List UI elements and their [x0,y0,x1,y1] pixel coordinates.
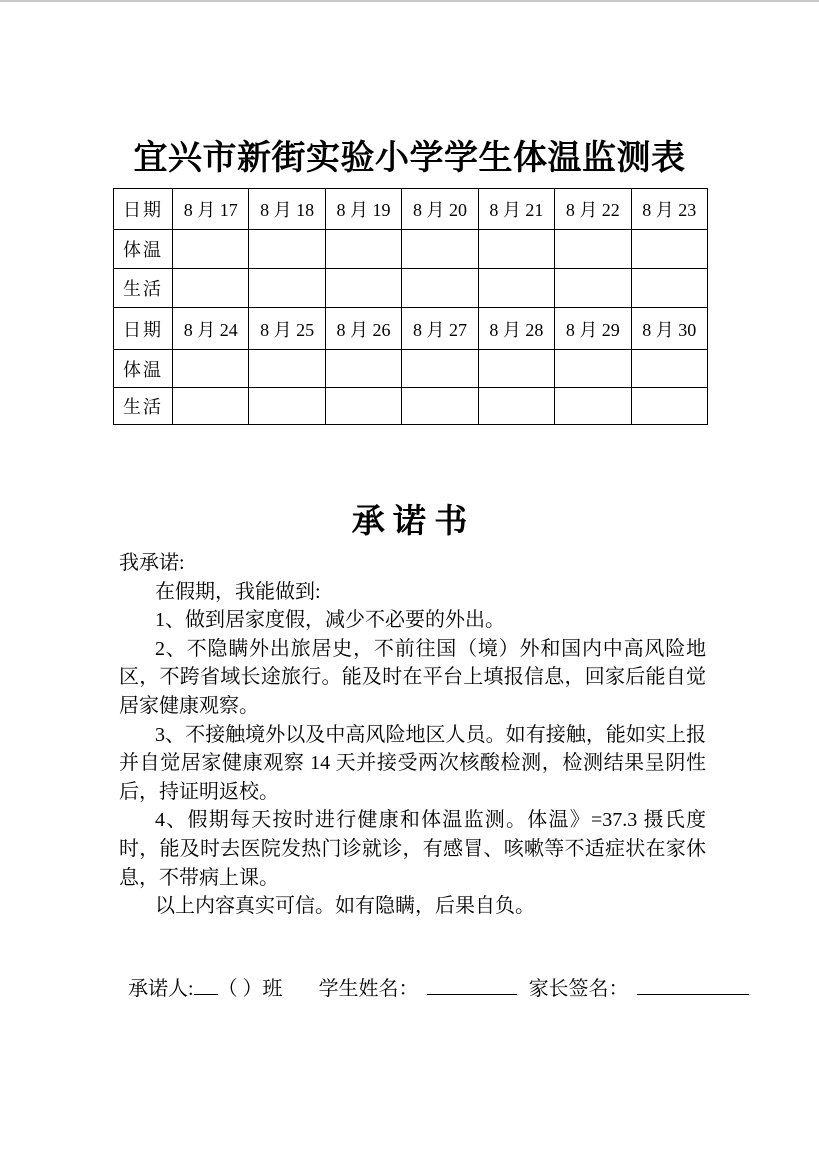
signature-line [128,972,749,1001]
empty-fill-cell [631,388,707,425]
date-cell: 8 月 27 [402,308,478,350]
pledge-body [119,549,706,921]
empty-fill-cell [478,230,554,269]
empty-fill-cell [325,350,401,388]
table-row-temperature-week1 [114,230,708,269]
empty-fill-cell [478,269,554,308]
date-cell: 8 月 26 [325,308,401,350]
empty-fill-cell [249,230,325,269]
empty-fill-cell [555,350,631,388]
student-name-label: 学生姓名： [318,978,419,1000]
empty-fill-cell [325,230,401,269]
class-number-blank [194,975,218,995]
empty-fill-cell [325,388,401,425]
table-row-temperature-week2 [114,350,708,388]
class-suffix: （ ）班 [217,978,283,1000]
table-row-life-week1 [114,269,708,308]
parent-sign-label: 家长签名： [528,978,629,1000]
empty-fill-cell [173,388,249,425]
empty-fill-cell [402,269,478,308]
empty-fill-cell [555,388,631,425]
empty-fill-cell [325,269,401,308]
empty-fill-cell [173,269,249,308]
pledge-subintro: 在假期，我能做到: [155,580,321,603]
pledge-heading: 承 诺 书 [351,504,468,540]
document-title: 宜兴市新街实验小学学生体温监测表 [133,139,686,177]
date-cell: 8 月 21 [478,189,554,230]
empty-fill-cell [555,269,631,308]
parent-signature-blank [637,975,749,995]
pledger-label: 承诺人: [128,978,194,1000]
empty-fill-cell [402,230,478,269]
empty-fill-cell [173,230,249,269]
empty-fill-cell [478,350,554,388]
row-label-life: 生活 [114,269,173,308]
empty-fill-cell [249,350,325,388]
empty-fill-cell [631,350,707,388]
date-cell: 8 月 29 [555,308,631,350]
empty-fill-cell [402,350,478,388]
page-top-edge [0,0,819,2]
row-label-date: 日期 [114,308,173,350]
empty-fill-cell [402,388,478,425]
pledge-item-1: 1、做到居家度假，减少不必要的外出。 [155,609,505,632]
empty-fill-cell [631,230,707,269]
empty-fill-cell [173,350,249,388]
row-label-temperature: 体温 [114,350,173,388]
row-label-temperature: 体温 [114,230,173,269]
date-cell: 8 月 23 [631,189,707,230]
table-row-date-week2 [114,308,708,350]
empty-fill-cell [631,269,707,308]
date-cell: 8 月 22 [555,189,631,230]
row-label-date: 日期 [114,189,173,230]
pledge-intro: 我承诺: [119,552,185,574]
row-label-life: 生活 [114,388,173,425]
empty-fill-cell [249,388,325,425]
empty-fill-cell [249,269,325,308]
pledge-item-3: 3、不接触境外以及中高风险地区人员。如有接触，能如实上报并自觉居家健康观察 14 天并接受两次核酸检测，检测结果呈阴性后，持证明返校。 [119,723,706,803]
table-row-life-week2 [114,388,708,425]
pledge-item-4: 4、假期每天按时进行健康和体温监测。体温》=37.3 摄氏度时，能及时去医院发热门诊就诊，有感冒、咳嗽等不适症状在家休息，不带病上课。 [119,809,706,889]
pledge-item-2: 2、不隐瞒外出旅居史，不前往国（境）外和国内中高风险地区，不跨省域长途旅行。能及时在平台上填报信息，回家后能自觉居家健康观察。 [119,637,706,717]
date-cell: 8 月 17 [173,189,249,230]
table-row-date-week1 [114,189,708,230]
student-name-blank [427,975,517,995]
empty-fill-cell [478,388,554,425]
date-cell: 8 月 25 [249,308,325,350]
date-cell: 8 月 19 [325,189,401,230]
date-cell: 8 月 20 [402,189,478,230]
date-cell: 8 月 18 [249,189,325,230]
date-cell: 8 月 30 [631,308,707,350]
temperature-table [113,188,708,425]
date-cell: 8 月 28 [478,308,554,350]
date-cell: 8 月 24 [173,308,249,350]
pledge-closing: 以上内容真实可信。如有隐瞒，后果自负。 [155,895,535,918]
empty-fill-cell [555,230,631,269]
